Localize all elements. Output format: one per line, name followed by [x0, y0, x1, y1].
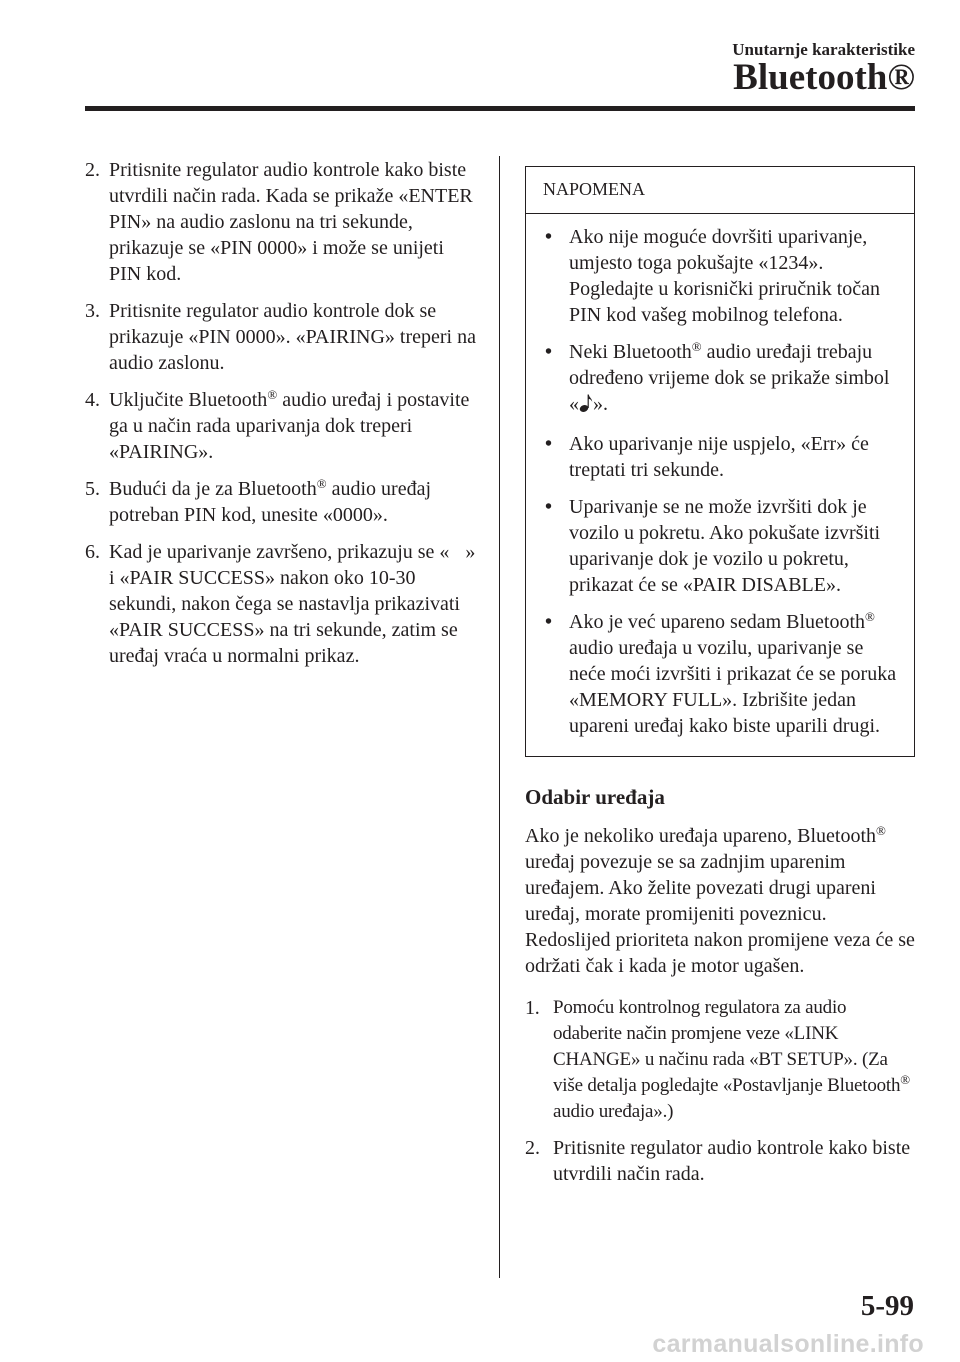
column-divider — [499, 156, 500, 1278]
registered-mark: ® — [865, 609, 875, 624]
note-body — [526, 214, 914, 756]
step-text-cont: audio uređaj i postavite ga u način rada uparivanja dok treperi «PAIRING». — [109, 389, 470, 463]
step-text: Budući da je za Bluetooth — [109, 478, 317, 500]
note-item — [543, 339, 904, 420]
step-number: 2. — [85, 159, 100, 181]
registered-mark: ® — [900, 1072, 910, 1087]
step-text: Kad je uparivanje završeno, prikazuju se « — [109, 541, 450, 563]
step-number: 2. — [525, 1137, 540, 1159]
step-number: 3. — [85, 300, 100, 322]
step-item — [525, 1135, 915, 1187]
bullet: • — [545, 433, 553, 455]
step-number: 5. — [85, 478, 100, 500]
note-box — [525, 166, 915, 757]
music-note-icon — [579, 393, 593, 420]
bullet: • — [545, 226, 553, 248]
note-text: Ako nije moguće dovršiti uparivanje, umjesto toga pokušajte «1234». Pogledajte u korisnički priručnik točan PIN kod vašeg mobilnog telefona. — [569, 226, 881, 326]
note-item — [543, 431, 904, 483]
note-item — [543, 224, 904, 328]
header-rule — [85, 106, 915, 111]
registered-mark: ® — [691, 339, 702, 354]
registered-mark: ® — [316, 476, 327, 491]
note-item — [543, 609, 904, 739]
paragraph-text-cont: uređaj povezuje se sa zadnjim uparenim uređajem. Ako želite povezati drugi upareni uređaj, morate promijeniti poveznicu. Redoslijed prioriteta nakon promijene veza će se održati čak i kada je motor ugašen. — [525, 851, 915, 977]
step-text-cont: audio uređaj potreban PIN kod, unesite «0000». — [109, 478, 432, 526]
note-text: Ako je već upareno sedam Bluetooth — [569, 611, 866, 633]
step-item — [85, 157, 480, 287]
step-item — [85, 298, 480, 376]
registered-mark: ® — [876, 823, 886, 838]
note-text-cont: audio uređaja u vozilu, uparivanje se neće moći izvršiti i prikazat će se poruka «MEMORY FULL». Izbrišite jedan upareni uređaj kako biste uparili drugi. — [569, 637, 897, 737]
step-number: 4. — [85, 389, 100, 411]
bullet: • — [545, 496, 553, 518]
right-column — [525, 166, 915, 1197]
left-column — [85, 157, 480, 680]
step-item — [85, 476, 480, 528]
step-text: Uključite Bluetooth — [109, 389, 268, 411]
step-text: Pritisnite regulator audio kontrole kako biste utvrdili način rada. — [553, 1137, 911, 1185]
note-text: Neki Bluetooth — [569, 341, 692, 363]
step-text: Pritisnite regulator audio kontrole kako biste utvrdili način rada. Kada se prikaže «ENTER PIN» na audio zaslonu na tri sekunde, prikazuje se «PIN 0000» i može se unijeti PIN kod. — [109, 159, 473, 285]
step-text: Pomoću kontrolnog regulatora za audio odaberite način promjene veze «LINK CHANGE» u načinu rada «BT SETUP». (Za više detalja pogledajte «Postavljanje Bluetooth — [553, 997, 901, 1096]
step-text-cont: audio uređaja».) — [553, 1101, 674, 1122]
step-item — [525, 995, 915, 1125]
step-number: 6. — [85, 541, 100, 563]
step-number: 1. — [525, 997, 540, 1019]
note-text: Ako uparivanje nije uspjelo, «Err» će treptati tri sekunde. — [569, 433, 869, 481]
note-text-cont: audio uređaji trebaju određeno vrijeme dok se prikaže simbol « — [569, 341, 890, 415]
step-item — [85, 387, 480, 465]
step-item — [85, 539, 480, 669]
step-text-cont: » i «PAIR SUCCESS» nakon oko 10-30 sekundi, nakon čega se nastavlja prikazivati «PAIR SUCCESS» na tri sekunde, zatim se uređaj vraća u normalni prikaz. — [109, 541, 476, 667]
note-item — [543, 494, 904, 598]
note-text: Uparivanje se ne može izvršiti dok je vozilo u pokretu. Ako pokušate izvršiti uparivanje dok je vozilo u pokretu, prikazat će se «PAIR DISABLE». — [569, 496, 881, 596]
bullet: • — [545, 611, 553, 633]
registered-mark: ® — [267, 387, 278, 402]
watermark: carmanualsonline.info — [652, 1330, 924, 1358]
step-text: Pritisnite regulator audio kontrole dok se prikazuje «PIN 0000». «PAIRING» treperi na audio zaslonu. — [109, 300, 476, 374]
page-title: Bluetooth® — [733, 57, 915, 98]
note-text-end: ». — [593, 393, 608, 415]
section-title: Unutarnje karakteristike — [732, 40, 915, 59]
paragraph-text: Ako je nekoliko uređaja upareno, Bluetooth — [525, 825, 877, 847]
page-number: 5-99 — [860, 1290, 914, 1322]
bullet: • — [545, 341, 553, 363]
subsection-heading: Odabir uređaja — [525, 785, 665, 809]
note-heading: NAPOMENA — [526, 167, 914, 214]
paragraph — [525, 823, 915, 979]
